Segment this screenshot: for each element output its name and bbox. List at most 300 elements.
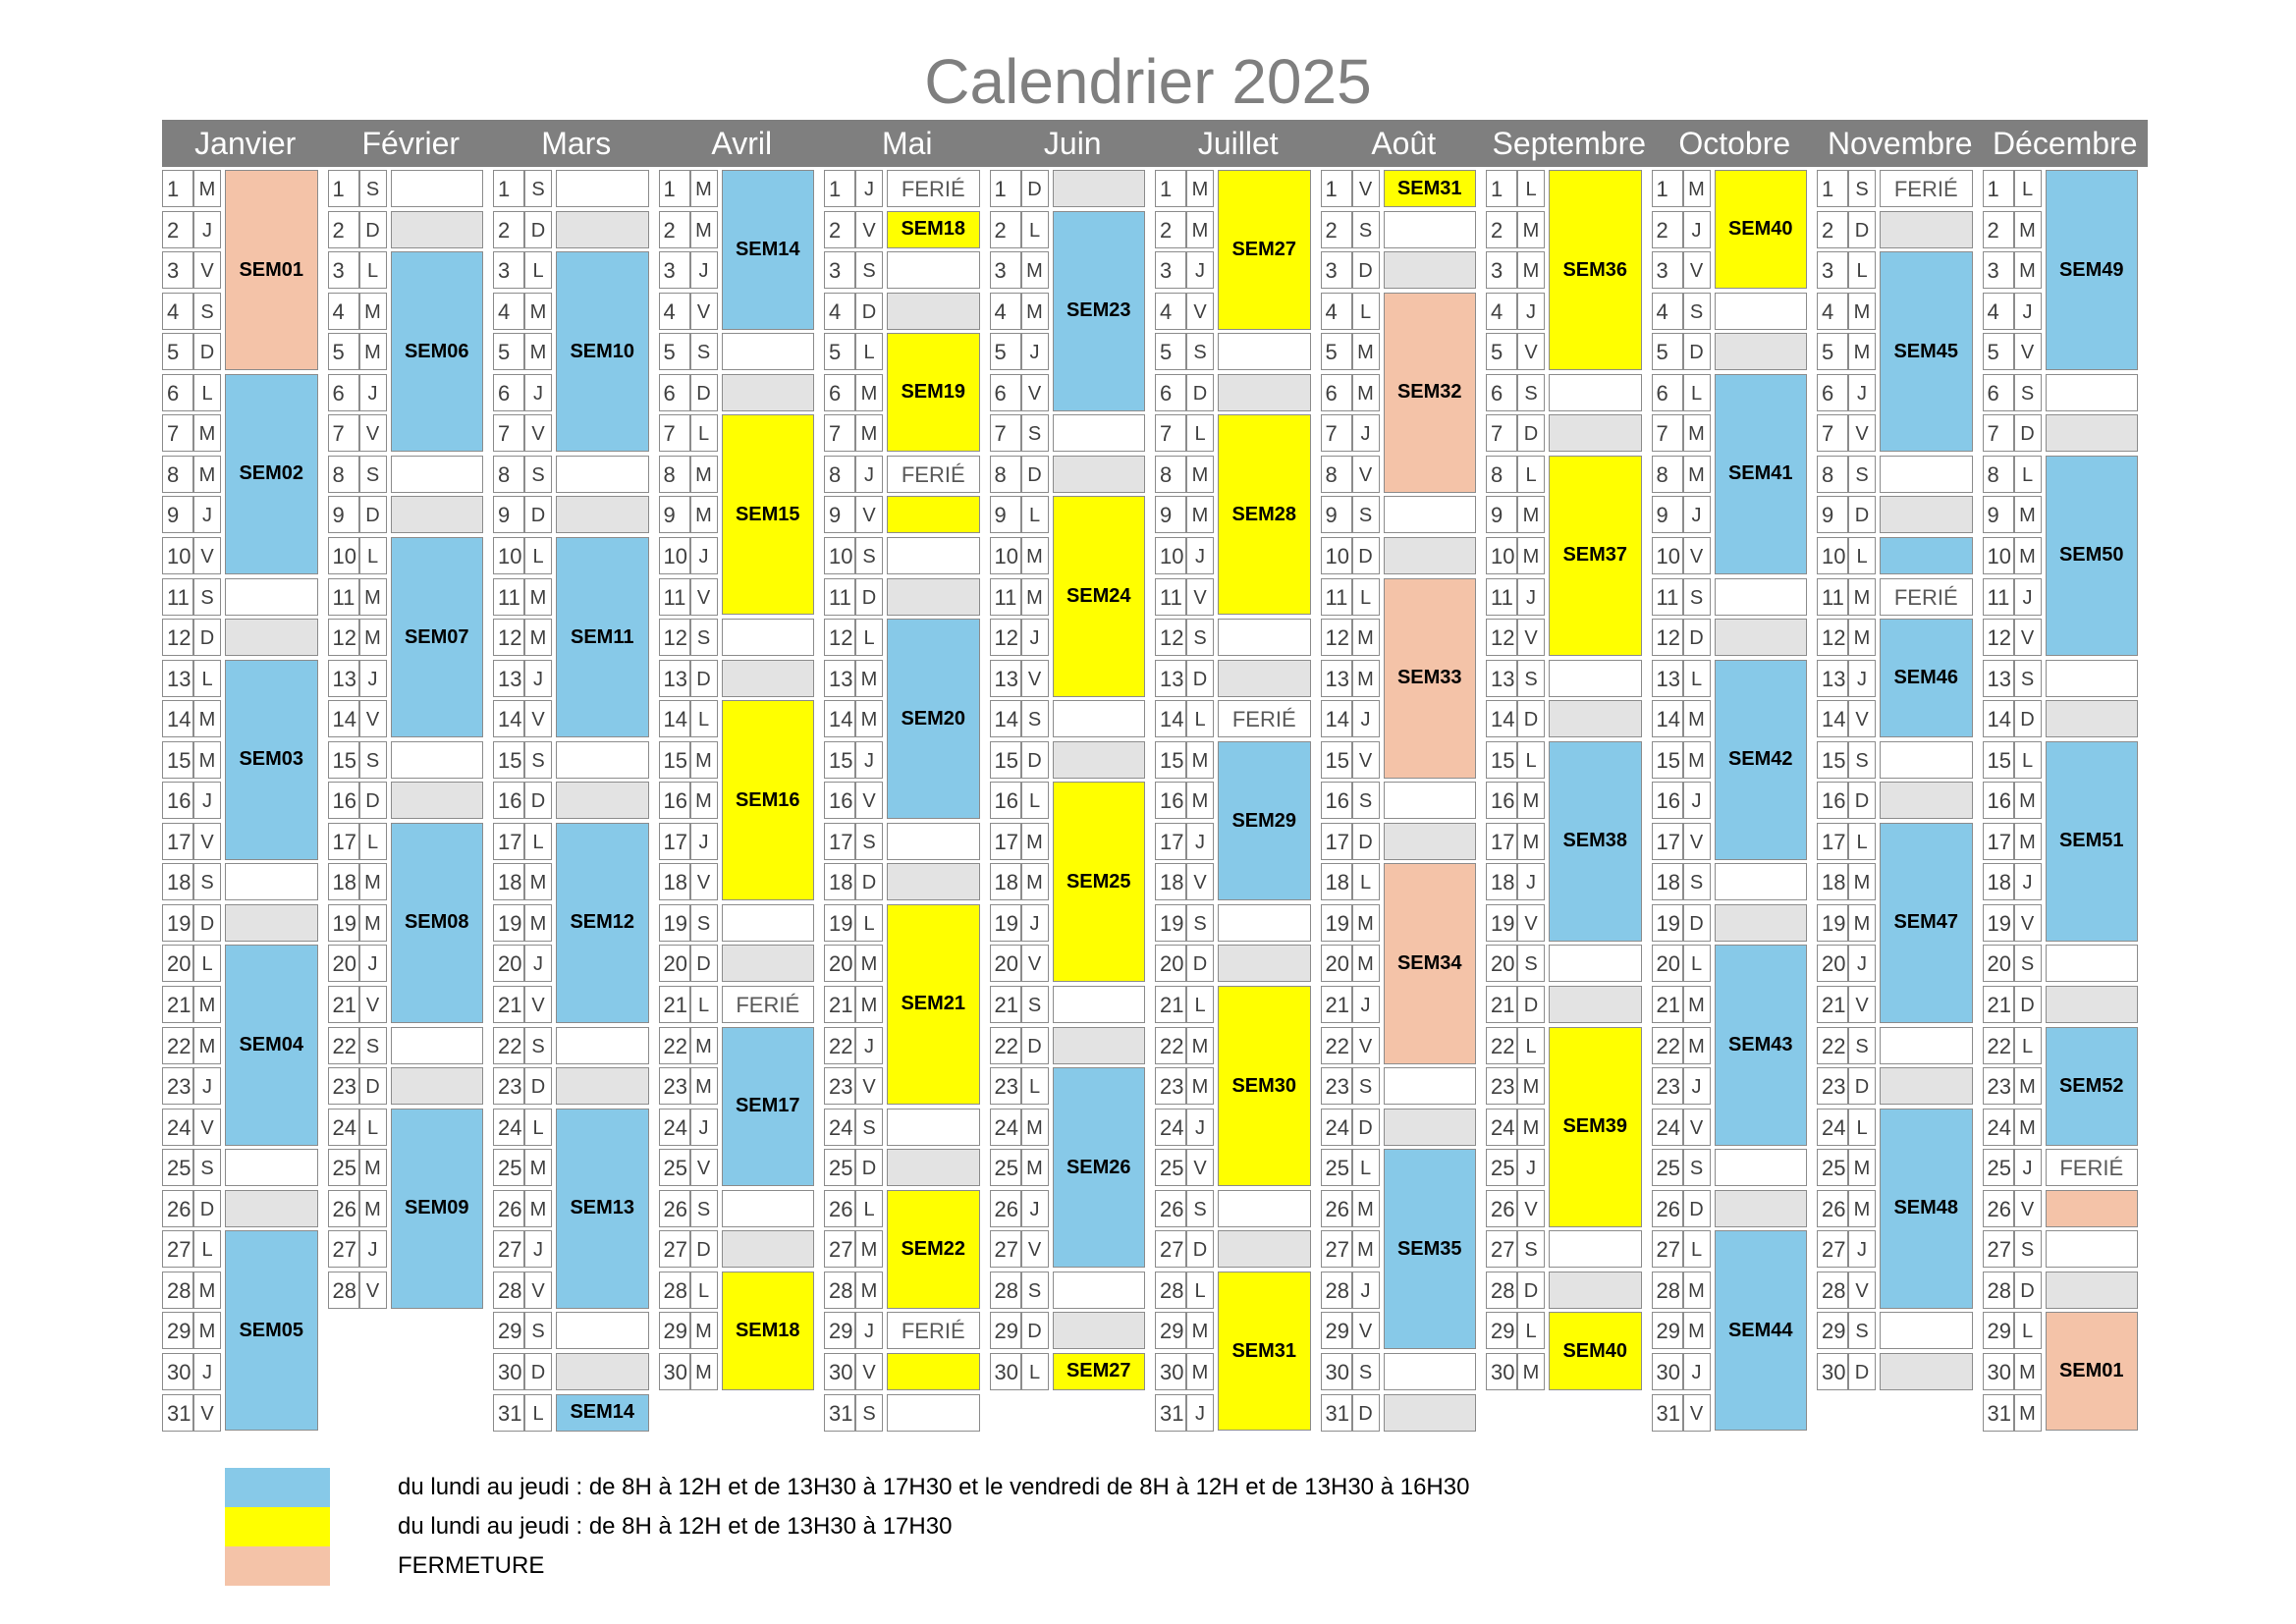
day-letter: D bbox=[359, 496, 387, 533]
week-block: SEM40 bbox=[1715, 170, 1808, 289]
day-number: 14 bbox=[990, 700, 1021, 737]
day-number: 18 bbox=[824, 863, 855, 900]
day-cell bbox=[722, 333, 815, 370]
day-cell bbox=[1880, 1312, 1973, 1349]
day-cell bbox=[1053, 986, 1146, 1023]
day-number: 15 bbox=[328, 741, 359, 779]
week-block: SEM50 bbox=[2046, 456, 2139, 656]
day-number: 15 bbox=[1486, 741, 1517, 779]
day-number: 10 bbox=[328, 537, 359, 574]
day-number: 24 bbox=[1155, 1109, 1186, 1146]
day-cell bbox=[1715, 619, 1808, 656]
day-letter: M bbox=[524, 904, 552, 942]
day-letter: M bbox=[1021, 1149, 1049, 1186]
day-letter: M bbox=[1021, 863, 1049, 900]
day-number: 8 bbox=[1155, 456, 1186, 493]
day-number: 1 bbox=[659, 170, 690, 207]
day-cell bbox=[391, 170, 484, 207]
day-number: 29 bbox=[1652, 1312, 1683, 1349]
day-number: 28 bbox=[824, 1272, 855, 1309]
day-number: 12 bbox=[990, 619, 1021, 656]
day-letter: M bbox=[855, 700, 883, 737]
day-number: 11 bbox=[1321, 578, 1352, 616]
day-letter: M bbox=[2014, 211, 2042, 248]
day-number: 13 bbox=[659, 660, 690, 697]
day-letter: V bbox=[1683, 823, 1711, 860]
day-number: 26 bbox=[659, 1190, 690, 1227]
day-cell bbox=[1384, 537, 1477, 574]
day-cell bbox=[2046, 414, 2139, 452]
day-letter: L bbox=[1021, 782, 1049, 819]
day-letter: S bbox=[2014, 1230, 2042, 1268]
day-number: 11 bbox=[1983, 578, 2014, 616]
day-letter: S bbox=[359, 741, 387, 779]
day-letter: S bbox=[1517, 374, 1545, 411]
day-number: 18 bbox=[1983, 863, 2014, 900]
day-letter: J bbox=[524, 945, 552, 982]
day-number: 11 bbox=[162, 578, 193, 616]
day-number: 6 bbox=[493, 374, 524, 411]
day-number: 22 bbox=[493, 1027, 524, 1064]
day-number: 4 bbox=[1983, 293, 2014, 330]
day-letter: V bbox=[524, 414, 552, 452]
day-number: 17 bbox=[328, 823, 359, 860]
day-number: 5 bbox=[990, 333, 1021, 370]
day-letter: J bbox=[1517, 1149, 1545, 1186]
day-letter: M bbox=[1683, 1272, 1711, 1309]
day-number: 6 bbox=[1652, 374, 1683, 411]
day-cell bbox=[1715, 863, 1808, 900]
day-number: 25 bbox=[1155, 1149, 1186, 1186]
day-number: 5 bbox=[1983, 333, 2014, 370]
day-letter: V bbox=[1517, 619, 1545, 656]
day-letter: J bbox=[524, 660, 552, 697]
day-letter: D bbox=[2014, 700, 2042, 737]
day-letter: L bbox=[1021, 1067, 1049, 1105]
day-number: 15 bbox=[493, 741, 524, 779]
day-letter: D bbox=[855, 293, 883, 330]
day-letter: M bbox=[2014, 1109, 2042, 1146]
day-number: 4 bbox=[1652, 293, 1683, 330]
day-number: 24 bbox=[1652, 1109, 1683, 1146]
day-number: 13 bbox=[1652, 660, 1683, 697]
day-letter: V bbox=[1186, 293, 1214, 330]
week-block: SEM02 bbox=[225, 374, 318, 574]
day-number: 18 bbox=[659, 863, 690, 900]
day-letter: M bbox=[1021, 1109, 1049, 1146]
day-letter: D bbox=[2014, 986, 2042, 1023]
week-block: SEM19 bbox=[887, 333, 980, 452]
day-number: 24 bbox=[162, 1109, 193, 1146]
day-number: 21 bbox=[1155, 986, 1186, 1023]
day-number: 16 bbox=[990, 782, 1021, 819]
day-number: 10 bbox=[990, 537, 1021, 574]
day-number: 28 bbox=[328, 1272, 359, 1309]
day-letter: D bbox=[2014, 414, 2042, 452]
day-letter: M bbox=[359, 904, 387, 942]
day-number: 18 bbox=[1486, 863, 1517, 900]
day-number: 13 bbox=[990, 660, 1021, 697]
day-letter: M bbox=[690, 496, 718, 533]
day-number: 9 bbox=[493, 496, 524, 533]
day-letter: V bbox=[359, 1272, 387, 1309]
day-cell bbox=[1549, 700, 1642, 737]
day-cell bbox=[1053, 1272, 1146, 1309]
week-block: SEM26 bbox=[1053, 1067, 1146, 1268]
month-header: Novembre bbox=[1817, 120, 1984, 167]
day-letter: J bbox=[524, 374, 552, 411]
day-letter: J bbox=[1186, 537, 1214, 574]
day-cell bbox=[1053, 1027, 1146, 1064]
day-number: 23 bbox=[1486, 1067, 1517, 1105]
day-number: 9 bbox=[162, 496, 193, 533]
day-cell bbox=[1384, 1067, 1477, 1105]
day-number: 29 bbox=[1321, 1312, 1352, 1349]
day-number: 6 bbox=[990, 374, 1021, 411]
day-number: 8 bbox=[162, 456, 193, 493]
day-number: 3 bbox=[1652, 251, 1683, 289]
day-number: 28 bbox=[1321, 1272, 1352, 1309]
day-number: 24 bbox=[1817, 1109, 1848, 1146]
day-cell bbox=[887, 251, 980, 289]
day-letter: D bbox=[1683, 619, 1711, 656]
day-cell bbox=[2046, 1230, 2139, 1268]
day-cell bbox=[1384, 211, 1477, 248]
day-letter: J bbox=[1517, 293, 1545, 330]
day-letter: S bbox=[855, 1109, 883, 1146]
day-letter: S bbox=[855, 1394, 883, 1432]
day-number: 30 bbox=[659, 1353, 690, 1390]
day-letter: V bbox=[690, 863, 718, 900]
day-number: 20 bbox=[1817, 945, 1848, 982]
day-number: 8 bbox=[328, 456, 359, 493]
day-number: 10 bbox=[493, 537, 524, 574]
day-number: 20 bbox=[1321, 945, 1352, 982]
day-number: 10 bbox=[162, 537, 193, 574]
day-number: 27 bbox=[493, 1230, 524, 1268]
week-block: SEM23 bbox=[1053, 211, 1146, 411]
day-letter: V bbox=[193, 1109, 221, 1146]
day-letter: V bbox=[1352, 1312, 1380, 1349]
calendar-grid bbox=[162, 120, 2148, 1434]
day-letter: J bbox=[1683, 1067, 1711, 1105]
day-letter: M bbox=[359, 1149, 387, 1186]
day-number: 27 bbox=[162, 1230, 193, 1268]
day-letter: S bbox=[359, 170, 387, 207]
day-number: 10 bbox=[824, 537, 855, 574]
day-letter: M bbox=[1186, 1027, 1214, 1064]
day-number: 30 bbox=[1486, 1353, 1517, 1390]
day-letter: J bbox=[2014, 578, 2042, 616]
day-number: 1 bbox=[1983, 170, 2014, 207]
day-letter: L bbox=[690, 700, 718, 737]
day-number: 21 bbox=[328, 986, 359, 1023]
day-letter: J bbox=[855, 456, 883, 493]
day-letter: J bbox=[1517, 578, 1545, 616]
day-number: 17 bbox=[1652, 823, 1683, 860]
day-cell bbox=[1053, 456, 1146, 493]
day-letter: D bbox=[855, 863, 883, 900]
day-cell bbox=[391, 782, 484, 819]
day-number: 31 bbox=[1321, 1394, 1352, 1432]
day-number: 11 bbox=[493, 578, 524, 616]
day-number: 10 bbox=[1817, 537, 1848, 574]
day-letter: J bbox=[1352, 986, 1380, 1023]
week-block: SEM06 bbox=[391, 251, 484, 452]
day-cell bbox=[556, 211, 649, 248]
day-number: 14 bbox=[1155, 700, 1186, 737]
day-number: 19 bbox=[162, 904, 193, 942]
day-number: 21 bbox=[1321, 986, 1352, 1023]
week-block: SEM40 bbox=[1549, 1312, 1642, 1390]
day-cell bbox=[391, 741, 484, 779]
day-cell bbox=[1384, 496, 1477, 533]
day-letter: J bbox=[1683, 782, 1711, 819]
day-letter: M bbox=[690, 741, 718, 779]
day-letter: M bbox=[1021, 823, 1049, 860]
day-letter: M bbox=[524, 863, 552, 900]
day-letter: V bbox=[359, 414, 387, 452]
day-number: 4 bbox=[493, 293, 524, 330]
day-number: 17 bbox=[1983, 823, 2014, 860]
day-letter: V bbox=[855, 782, 883, 819]
day-number: 22 bbox=[328, 1027, 359, 1064]
day-number: 22 bbox=[1652, 1027, 1683, 1064]
day-letter: L bbox=[1683, 374, 1711, 411]
day-number: 23 bbox=[493, 1067, 524, 1105]
day-letter: L bbox=[1186, 1272, 1214, 1309]
day-letter: S bbox=[524, 1027, 552, 1064]
day-letter: D bbox=[2014, 1272, 2042, 1309]
day-number: 11 bbox=[1817, 578, 1848, 616]
day-letter: S bbox=[1683, 1149, 1711, 1186]
day-number: 16 bbox=[824, 782, 855, 819]
day-letter: D bbox=[1683, 904, 1711, 942]
day-number: 7 bbox=[659, 414, 690, 452]
week-block: SEM52 bbox=[2046, 1027, 2139, 1146]
day-letter: S bbox=[690, 1190, 718, 1227]
day-letter: M bbox=[193, 1027, 221, 1064]
day-letter: V bbox=[1021, 374, 1049, 411]
day-cell bbox=[1715, 293, 1808, 330]
day-cell bbox=[556, 782, 649, 819]
day-letter: M bbox=[1186, 782, 1214, 819]
day-letter: D bbox=[690, 374, 718, 411]
day-cell bbox=[887, 1394, 980, 1432]
day-number: 18 bbox=[162, 863, 193, 900]
week-block: SEM51 bbox=[2046, 741, 2139, 942]
day-letter: V bbox=[1352, 170, 1380, 207]
day-number: 12 bbox=[659, 619, 690, 656]
day-letter: D bbox=[1186, 1230, 1214, 1268]
day-cell bbox=[556, 1353, 649, 1390]
day-letter: L bbox=[855, 1190, 883, 1227]
day-letter: S bbox=[1186, 619, 1214, 656]
day-letter: M bbox=[1186, 1067, 1214, 1105]
day-number: 30 bbox=[990, 1353, 1021, 1390]
day-letter: L bbox=[1352, 293, 1380, 330]
day-number: 10 bbox=[1155, 537, 1186, 574]
week-block: SEM43 bbox=[1715, 945, 1808, 1145]
day-cell bbox=[1549, 945, 1642, 982]
day-letter: D bbox=[359, 1067, 387, 1105]
day-cell bbox=[887, 1109, 980, 1146]
day-number: 20 bbox=[328, 945, 359, 982]
day-letter: S bbox=[1352, 1067, 1380, 1105]
day-number: 13 bbox=[162, 660, 193, 697]
holiday-cell: FERIÉ bbox=[722, 986, 815, 1023]
day-letter: J bbox=[1186, 1109, 1214, 1146]
day-number: 7 bbox=[1321, 414, 1352, 452]
day-number: 29 bbox=[824, 1312, 855, 1349]
day-number: 3 bbox=[328, 251, 359, 289]
day-number: 24 bbox=[824, 1109, 855, 1146]
day-number: 18 bbox=[1321, 863, 1352, 900]
day-letter: J bbox=[1352, 1272, 1380, 1309]
day-number: 31 bbox=[493, 1394, 524, 1432]
day-letter: J bbox=[1021, 904, 1049, 942]
day-letter: M bbox=[690, 456, 718, 493]
month-header: Mai bbox=[824, 120, 991, 167]
day-number: 31 bbox=[1155, 1394, 1186, 1432]
day-letter: V bbox=[1186, 578, 1214, 616]
day-letter: D bbox=[1517, 700, 1545, 737]
day-letter: J bbox=[855, 741, 883, 779]
day-number: 26 bbox=[1983, 1190, 2014, 1227]
day-number: 29 bbox=[990, 1312, 1021, 1349]
day-number: 15 bbox=[1321, 741, 1352, 779]
day-cell bbox=[1384, 823, 1477, 860]
month-header: Septembre bbox=[1486, 120, 1653, 167]
day-number: 25 bbox=[162, 1149, 193, 1186]
week-block: SEM05 bbox=[225, 1230, 318, 1431]
day-letter: M bbox=[690, 1312, 718, 1349]
day-letter: M bbox=[359, 863, 387, 900]
day-number: 19 bbox=[824, 904, 855, 942]
day-cell bbox=[1384, 782, 1477, 819]
day-letter: L bbox=[524, 1109, 552, 1146]
day-cell bbox=[1218, 619, 1311, 656]
day-letter: M bbox=[690, 1353, 718, 1390]
day-letter: D bbox=[524, 211, 552, 248]
day-number: 1 bbox=[1486, 170, 1517, 207]
day-letter: M bbox=[1517, 496, 1545, 533]
week-block: SEM27 bbox=[1053, 1353, 1146, 1390]
day-letter: D bbox=[1021, 170, 1049, 207]
day-letter: S bbox=[1352, 211, 1380, 248]
day-letter: M bbox=[1683, 986, 1711, 1023]
day-letter: J bbox=[193, 782, 221, 819]
day-letter: V bbox=[855, 211, 883, 248]
day-number: 20 bbox=[824, 945, 855, 982]
day-letter: S bbox=[1848, 741, 1876, 779]
day-cell bbox=[1880, 1067, 1973, 1105]
day-letter: J bbox=[359, 1230, 387, 1268]
day-number: 11 bbox=[1652, 578, 1683, 616]
day-number: 30 bbox=[1155, 1353, 1186, 1390]
day-number: 31 bbox=[1983, 1394, 2014, 1432]
day-letter: V bbox=[1352, 456, 1380, 493]
day-number: 17 bbox=[1486, 823, 1517, 860]
day-number: 24 bbox=[1486, 1109, 1517, 1146]
day-number: 14 bbox=[493, 700, 524, 737]
day-cell bbox=[1880, 1353, 1973, 1390]
day-letter: D bbox=[193, 333, 221, 370]
day-letter: V bbox=[193, 537, 221, 574]
day-letter: M bbox=[1186, 496, 1214, 533]
day-letter: D bbox=[193, 619, 221, 656]
day-number: 4 bbox=[328, 293, 359, 330]
day-cell bbox=[722, 945, 815, 982]
legend-swatch-closure bbox=[225, 1546, 330, 1586]
day-number: 2 bbox=[328, 211, 359, 248]
day-letter: L bbox=[2014, 170, 2042, 207]
day-letter: V bbox=[1848, 700, 1876, 737]
day-number: 26 bbox=[328, 1190, 359, 1227]
day-letter: V bbox=[193, 823, 221, 860]
day-letter: V bbox=[1517, 904, 1545, 942]
week-block: SEM37 bbox=[1549, 456, 1642, 656]
day-number: 26 bbox=[1486, 1190, 1517, 1227]
day-letter: S bbox=[1352, 782, 1380, 819]
week-block: SEM33 bbox=[1384, 578, 1477, 779]
day-letter: J bbox=[1186, 1394, 1214, 1432]
day-number: 7 bbox=[1652, 414, 1683, 452]
week-block: SEM01 bbox=[2046, 1312, 2139, 1431]
day-number: 8 bbox=[1983, 456, 2014, 493]
day-number: 4 bbox=[659, 293, 690, 330]
day-number: 27 bbox=[1155, 1230, 1186, 1268]
day-number: 20 bbox=[1155, 945, 1186, 982]
day-number: 30 bbox=[1321, 1353, 1352, 1390]
day-letter: M bbox=[193, 414, 221, 452]
day-letter: L bbox=[855, 619, 883, 656]
day-letter: V bbox=[855, 1353, 883, 1390]
day-number: 25 bbox=[328, 1149, 359, 1186]
day-number: 6 bbox=[659, 374, 690, 411]
day-letter: V bbox=[2014, 904, 2042, 942]
day-number: 21 bbox=[1486, 986, 1517, 1023]
day-letter: D bbox=[1021, 1312, 1049, 1349]
day-number: 24 bbox=[990, 1109, 1021, 1146]
day-letter: S bbox=[524, 170, 552, 207]
day-letter: V bbox=[1186, 863, 1214, 900]
week-block: SEM09 bbox=[391, 1109, 484, 1309]
day-number: 17 bbox=[493, 823, 524, 860]
day-letter: D bbox=[1352, 1394, 1380, 1432]
day-letter: D bbox=[1186, 945, 1214, 982]
day-number: 17 bbox=[990, 823, 1021, 860]
day-number: 13 bbox=[824, 660, 855, 697]
day-letter: D bbox=[1848, 1353, 1876, 1390]
day-number: 9 bbox=[1155, 496, 1186, 533]
day-letter: L bbox=[2014, 1027, 2042, 1064]
day-letter: V bbox=[524, 1272, 552, 1309]
day-cell bbox=[2046, 1272, 2139, 1309]
day-number: 1 bbox=[1817, 170, 1848, 207]
day-number: 23 bbox=[990, 1067, 1021, 1105]
day-number: 25 bbox=[824, 1149, 855, 1186]
day-number: 9 bbox=[1983, 496, 2014, 533]
week-block: SEM29 bbox=[1218, 741, 1311, 901]
day-letter: M bbox=[1683, 170, 1711, 207]
day-cell bbox=[1715, 1190, 1808, 1227]
legend-text-yellow: du lundi au jeudi : de 8H à 12H et de 13H30 à 17H30 bbox=[398, 1513, 953, 1540]
day-letter: J bbox=[1352, 700, 1380, 737]
day-cell bbox=[556, 170, 649, 207]
day-letter: V bbox=[359, 986, 387, 1023]
day-letter: M bbox=[193, 741, 221, 779]
